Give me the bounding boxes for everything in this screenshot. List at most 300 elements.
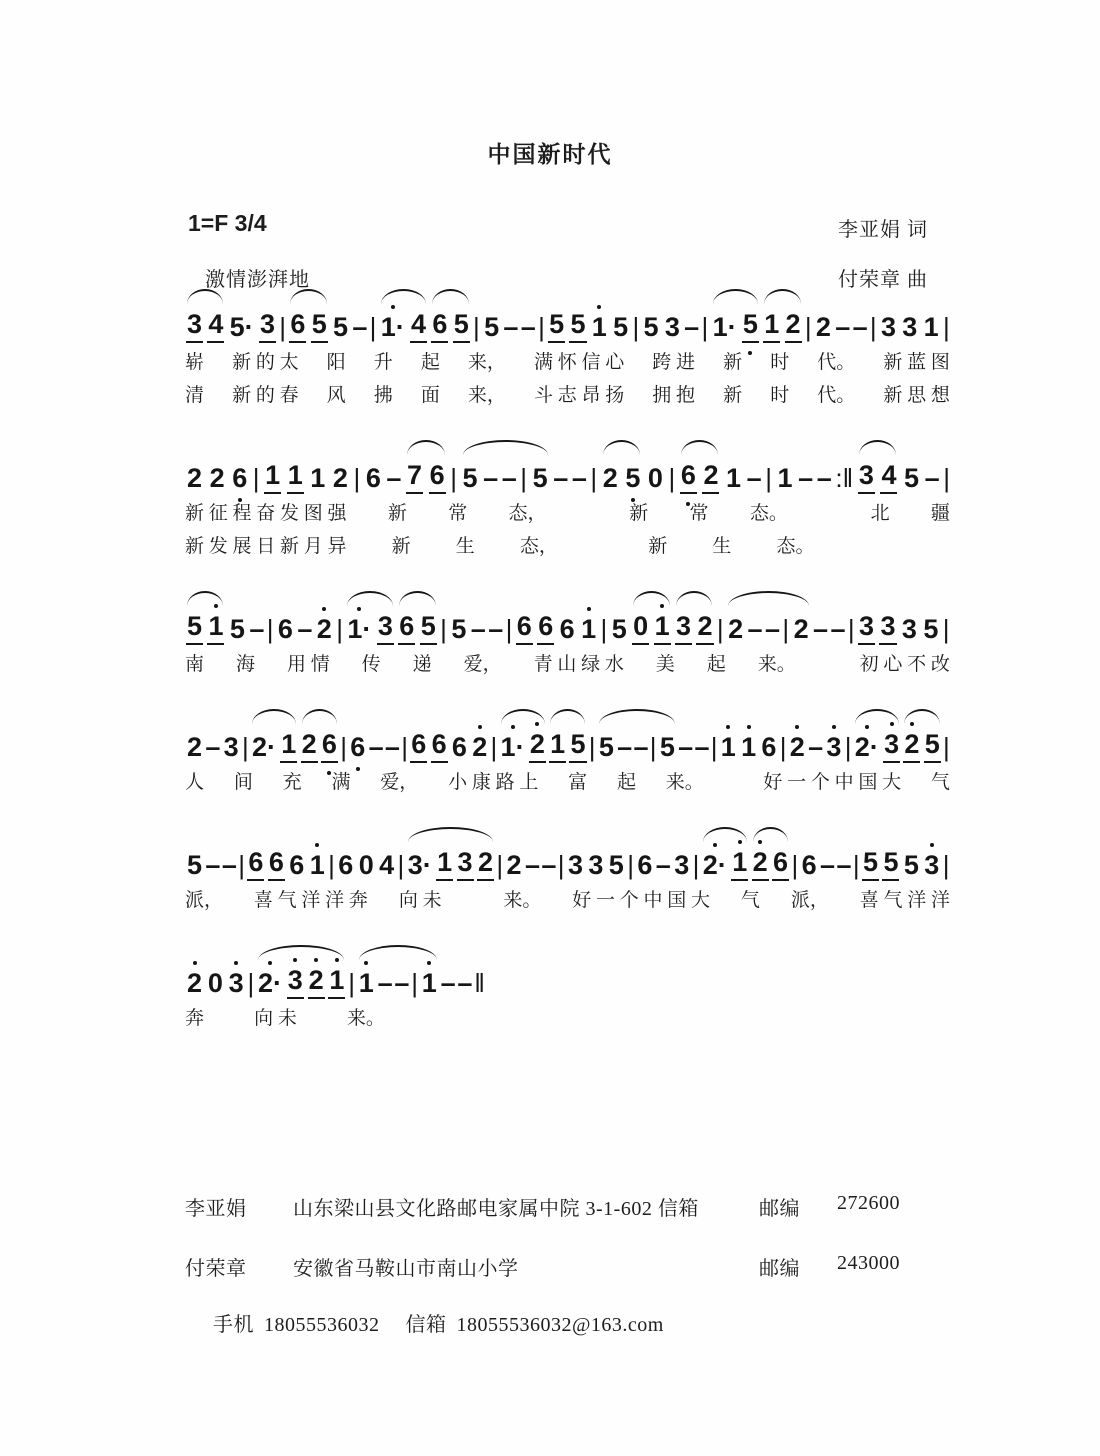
note bbox=[332, 462, 349, 494]
note bbox=[654, 610, 671, 645]
lyric-syllable: 气 bbox=[930, 772, 950, 793]
notation-row bbox=[185, 439, 950, 494]
lyric-syllable: 派， bbox=[185, 890, 224, 911]
note bbox=[532, 462, 549, 494]
note bbox=[858, 459, 875, 494]
note bbox=[772, 846, 789, 881]
slur bbox=[859, 440, 896, 455]
lyric-syllable: 传 bbox=[361, 654, 381, 675]
duration-dash: – bbox=[633, 732, 649, 762]
note-digit: 5 bbox=[742, 308, 759, 343]
lyric-syllable: 拂 bbox=[373, 385, 393, 406]
duration-dash: – bbox=[798, 463, 814, 493]
octave-dot-below bbox=[356, 767, 360, 771]
lyric-syllable: 初 心 不 改 bbox=[859, 654, 950, 675]
barline: | bbox=[401, 732, 408, 762]
lyric-syllable: 来。 bbox=[346, 1008, 385, 1029]
lyric-syllable: 崭 bbox=[185, 352, 205, 373]
note bbox=[398, 610, 415, 645]
music-line bbox=[185, 288, 950, 409]
note-digit: 2 bbox=[187, 732, 203, 762]
duration-dash: – bbox=[297, 614, 313, 644]
lyric-syllable: 生 bbox=[712, 536, 732, 557]
note bbox=[287, 964, 304, 999]
note bbox=[420, 610, 437, 645]
note-digit: 2 bbox=[793, 614, 809, 644]
note-digit: 2 bbox=[728, 614, 744, 644]
note-digit: 4 bbox=[207, 308, 224, 343]
note bbox=[591, 311, 608, 343]
lyric-syllable: 态， bbox=[519, 536, 558, 557]
note bbox=[316, 613, 333, 645]
duration-dash: – bbox=[205, 850, 221, 880]
note-digit: 3 bbox=[186, 308, 203, 343]
lyric-syllable: 向 未 bbox=[254, 1008, 297, 1029]
note bbox=[229, 311, 255, 343]
note-digit: 5 bbox=[451, 614, 467, 644]
barline: | bbox=[328, 850, 335, 880]
duration-dash: – bbox=[394, 968, 410, 998]
note bbox=[287, 459, 304, 494]
note bbox=[377, 610, 394, 645]
barline: | bbox=[266, 614, 274, 644]
phone-email-row bbox=[213, 1308, 674, 1337]
lyric-syllable: 间 bbox=[233, 772, 253, 793]
lyric-syllable: 斗 志 昂 扬 bbox=[533, 385, 625, 406]
note-digit: 3 bbox=[674, 850, 690, 880]
lyric-syllable: 时 bbox=[770, 352, 790, 373]
octave-dot-above bbox=[357, 607, 361, 611]
duration-dash: – bbox=[836, 850, 852, 880]
note-digit: 3 bbox=[883, 728, 900, 763]
zip-code: 272600 bbox=[837, 1192, 900, 1214]
note-digit: 5 bbox=[569, 308, 586, 343]
lyric-syllable: 时 bbox=[770, 385, 790, 406]
note-digit: 7 bbox=[406, 459, 423, 494]
note-digit: 5 bbox=[187, 850, 203, 880]
note bbox=[483, 311, 500, 343]
note-digit: 1 bbox=[777, 463, 793, 493]
note-digit: 6 bbox=[268, 846, 285, 881]
slur bbox=[399, 591, 436, 606]
rest-note bbox=[358, 849, 375, 881]
barline: | bbox=[943, 732, 950, 762]
lyric-syllable: 充 bbox=[282, 772, 302, 793]
duration-dash: – bbox=[852, 312, 868, 342]
barline: | bbox=[649, 732, 657, 762]
note-digit: 6 bbox=[350, 732, 366, 762]
barline: | bbox=[942, 312, 950, 342]
note bbox=[598, 731, 615, 763]
barline: | bbox=[943, 463, 950, 493]
lyric-syllable: 递 bbox=[412, 654, 432, 675]
lyric-syllable: 新 的 春 bbox=[232, 385, 299, 406]
barline: | bbox=[450, 463, 457, 493]
note-digit: 5 bbox=[229, 614, 245, 644]
note bbox=[410, 728, 427, 763]
note bbox=[624, 462, 641, 494]
note-digit: 4 bbox=[410, 308, 427, 343]
lyric-syllable: 新 bbox=[723, 352, 743, 373]
note-digit: 6 bbox=[761, 732, 777, 762]
lyric-syllable: 好 一 个 中 国 大 bbox=[572, 890, 711, 911]
duration-dash: – bbox=[694, 732, 710, 762]
barline: | bbox=[369, 312, 377, 342]
barline: | bbox=[353, 463, 361, 493]
octave-dot-above bbox=[268, 961, 272, 965]
note bbox=[186, 610, 203, 645]
note bbox=[559, 613, 576, 645]
lyric-syllable: 起 bbox=[616, 772, 636, 793]
key-signature: 1=F 3/4 bbox=[188, 210, 267, 236]
note bbox=[862, 846, 879, 881]
note-digit: 3 bbox=[826, 732, 842, 762]
slur bbox=[187, 591, 223, 606]
note-digit: 3 bbox=[457, 846, 474, 881]
note-digit: 3 bbox=[588, 850, 604, 880]
composer-contact-row bbox=[185, 1252, 957, 1281]
barline: | bbox=[279, 312, 287, 342]
note-digit: 6 bbox=[431, 728, 448, 763]
note bbox=[567, 849, 584, 881]
lyric-syllable: 富 bbox=[568, 772, 588, 793]
note bbox=[702, 459, 719, 494]
note-digit: 6 bbox=[232, 463, 248, 493]
duration-dash: – bbox=[520, 312, 536, 342]
note-digit: 3 bbox=[901, 614, 917, 644]
octave-dot-above bbox=[795, 725, 799, 729]
note bbox=[854, 731, 880, 763]
note bbox=[673, 849, 690, 881]
note-digit: 1· bbox=[500, 732, 525, 762]
note bbox=[462, 462, 479, 494]
lyric-syllable: 新 思 想 bbox=[883, 385, 950, 406]
note-digit: 1 bbox=[741, 732, 757, 762]
note-digit: 2· bbox=[251, 732, 276, 762]
final-barline: ‖ bbox=[474, 968, 485, 998]
notation-row bbox=[185, 288, 950, 343]
note-digit: 3 bbox=[858, 459, 875, 494]
barline: | bbox=[668, 463, 676, 493]
lyric-syllable: 常 bbox=[689, 503, 709, 524]
note-digit: 6 bbox=[431, 308, 448, 343]
note-digit: 1 bbox=[720, 732, 736, 762]
phone-label: 手机 bbox=[213, 1314, 254, 1336]
rest-note bbox=[207, 967, 224, 999]
slur bbox=[550, 709, 585, 724]
note-digit: 5· bbox=[229, 312, 254, 342]
barline: | bbox=[627, 850, 634, 880]
lyric-syllable: 来， bbox=[467, 385, 506, 406]
lyric-row bbox=[185, 533, 950, 560]
note-digit: 2 bbox=[316, 614, 332, 644]
note-digit: 1 bbox=[309, 850, 325, 880]
note-digit: 5 bbox=[625, 463, 641, 493]
duration-dash: – bbox=[820, 850, 836, 880]
lyric-syllable: 跨 进 bbox=[652, 352, 696, 373]
barline: | bbox=[847, 614, 855, 644]
lyric-syllable: 新 bbox=[391, 536, 411, 557]
note-digit: 2 bbox=[187, 968, 203, 998]
duration-dash: – bbox=[553, 463, 569, 493]
barline: | bbox=[692, 850, 700, 880]
slur bbox=[633, 591, 670, 606]
lyric-syllable: 喜 气 洋 洋 奔 bbox=[253, 890, 368, 911]
duration-dash: – bbox=[524, 850, 540, 880]
barline: | bbox=[779, 732, 787, 762]
note-digit: 1 bbox=[287, 459, 304, 494]
note-digit: 5 bbox=[923, 614, 939, 644]
note-digit: 6 bbox=[559, 614, 575, 644]
note-digit: 6 bbox=[537, 610, 554, 645]
note-digit: 2 bbox=[903, 728, 920, 763]
note-digit: 6 bbox=[410, 728, 427, 763]
note-digit: 1 bbox=[358, 968, 374, 998]
lyric-syllable: 新 蓝 图 bbox=[883, 352, 950, 373]
note bbox=[457, 846, 474, 881]
music-line bbox=[185, 708, 950, 796]
note-digit: 5 bbox=[611, 614, 627, 644]
lyric-syllable: 满 怀 信 心 bbox=[533, 352, 625, 373]
note-digit: 6 bbox=[398, 610, 415, 645]
note-digit: 4 bbox=[379, 850, 395, 880]
note bbox=[602, 462, 619, 494]
note-digit: 3 bbox=[377, 610, 394, 645]
note-digit: 3 bbox=[675, 610, 692, 645]
score-notation bbox=[185, 288, 950, 1062]
slur bbox=[681, 440, 718, 455]
note bbox=[311, 308, 328, 343]
email-address: 18055536032@163.com bbox=[456, 1314, 664, 1336]
note-digit: 5 bbox=[420, 610, 437, 645]
lyric-syllable: 来。 bbox=[503, 890, 542, 911]
lyric-syllable: 代。 bbox=[817, 352, 856, 373]
note bbox=[696, 610, 713, 645]
lyric-syllable: 态。 bbox=[749, 503, 788, 524]
lyric-syllable: 新 的 太 bbox=[232, 352, 299, 373]
note bbox=[186, 967, 203, 999]
note-digit: 5 bbox=[903, 850, 919, 880]
note bbox=[825, 731, 842, 763]
barline: | bbox=[782, 614, 790, 644]
lyricist-credit: 李亚娟 词 bbox=[838, 219, 928, 241]
barline: | bbox=[710, 732, 718, 762]
slur bbox=[728, 591, 809, 606]
lyric-syllable: 风 bbox=[326, 385, 346, 406]
slur bbox=[347, 591, 393, 606]
duration-dash: – bbox=[678, 732, 694, 762]
note bbox=[207, 308, 224, 343]
note bbox=[727, 613, 744, 645]
note bbox=[731, 846, 748, 881]
note-digit: 1 bbox=[436, 846, 453, 881]
note-digit: 0 bbox=[632, 610, 649, 645]
email-label: 信箱 bbox=[405, 1314, 447, 1336]
note bbox=[643, 311, 660, 343]
duration-dash: – bbox=[541, 850, 557, 880]
duration-dash: – bbox=[386, 463, 402, 493]
note bbox=[186, 308, 203, 343]
barline: | bbox=[942, 850, 950, 880]
octave-dot-above bbox=[478, 725, 482, 729]
note-digit: 2· bbox=[702, 850, 727, 880]
note-digit: 6 bbox=[365, 463, 381, 493]
note bbox=[529, 728, 546, 763]
note bbox=[186, 462, 203, 494]
note-digit: 3 bbox=[879, 610, 896, 645]
note bbox=[247, 846, 264, 881]
note-digit: 5 bbox=[643, 312, 659, 342]
note-digit: 3 bbox=[228, 968, 244, 998]
note bbox=[259, 308, 276, 343]
composer-zip bbox=[759, 1252, 957, 1281]
slur bbox=[463, 440, 548, 455]
octave-dot-above bbox=[713, 843, 717, 847]
lyric-syllable: 升 bbox=[373, 352, 393, 373]
note bbox=[365, 462, 382, 494]
duration-dash: – bbox=[808, 732, 824, 762]
note bbox=[569, 308, 586, 343]
note-digit: 5 bbox=[598, 732, 614, 762]
note bbox=[471, 731, 488, 763]
lyric-syllable: 喜 气 洋 洋 bbox=[859, 890, 950, 911]
lyricist-contact-row bbox=[185, 1192, 957, 1221]
note-digit: 1 bbox=[923, 312, 939, 342]
octave-dot-above bbox=[234, 961, 238, 965]
octave-dot-above bbox=[930, 843, 934, 847]
note bbox=[223, 731, 240, 763]
barline: | bbox=[247, 968, 255, 998]
note-digit: 3 bbox=[924, 850, 940, 880]
lyric-syllable: 态， bbox=[508, 503, 547, 524]
note-digit: 5 bbox=[608, 850, 624, 880]
note-digit: 1 bbox=[726, 463, 742, 493]
slur bbox=[407, 440, 445, 455]
barline: | bbox=[496, 850, 504, 880]
note-digit: 6 bbox=[451, 732, 467, 762]
note bbox=[309, 462, 326, 494]
duration-dash: – bbox=[377, 968, 393, 998]
note bbox=[451, 731, 468, 763]
note bbox=[587, 849, 604, 881]
barline: | bbox=[348, 968, 355, 998]
lyric-syllable: 南 bbox=[185, 654, 205, 675]
note-digit: 5 bbox=[904, 463, 920, 493]
note bbox=[308, 964, 325, 999]
note-digit: 5 bbox=[882, 846, 899, 881]
note bbox=[636, 849, 653, 881]
octave-dot-above bbox=[597, 305, 601, 309]
barline: | bbox=[411, 968, 418, 998]
barline: | bbox=[340, 732, 347, 762]
note bbox=[321, 728, 338, 763]
note bbox=[659, 731, 676, 763]
note-digit: 1· bbox=[712, 312, 737, 342]
barline: | bbox=[716, 614, 724, 644]
barline: | bbox=[791, 850, 799, 880]
octave-dot-above bbox=[832, 725, 836, 729]
note bbox=[421, 967, 438, 999]
slur bbox=[855, 709, 899, 724]
note-digit: 5 bbox=[532, 463, 548, 493]
note bbox=[328, 964, 345, 999]
tempo-expression: 激情澎湃地 bbox=[205, 269, 310, 291]
duration-dash: – bbox=[503, 312, 519, 342]
lyric-syllable: 起 bbox=[706, 654, 726, 675]
note-digit: 6 bbox=[516, 610, 533, 645]
note-digit: 2· bbox=[854, 732, 879, 762]
note-digit: 6 bbox=[338, 850, 354, 880]
lyric-row bbox=[185, 1005, 485, 1032]
note bbox=[725, 462, 742, 494]
note-digit: 3 bbox=[259, 308, 276, 343]
barline: | bbox=[557, 850, 565, 880]
note bbox=[903, 849, 920, 881]
slur bbox=[302, 709, 337, 724]
note bbox=[569, 728, 586, 763]
note-digit: 2 bbox=[472, 732, 488, 762]
duration-dash: – bbox=[684, 312, 700, 342]
note bbox=[500, 731, 526, 763]
note-digit: 6 bbox=[637, 850, 653, 880]
note-digit: 1 bbox=[654, 610, 671, 645]
barline: | bbox=[765, 463, 772, 493]
lyric-row bbox=[185, 769, 950, 796]
duration-dash: – bbox=[830, 614, 846, 644]
lyric-syllable: 人 bbox=[185, 772, 205, 793]
note bbox=[785, 308, 802, 343]
composer-credit: 付荣章 曲 bbox=[838, 269, 928, 291]
note bbox=[337, 849, 354, 881]
barline: | bbox=[397, 850, 405, 880]
slur bbox=[603, 440, 640, 455]
music-line bbox=[185, 944, 485, 1032]
duration-dash: – bbox=[457, 968, 473, 998]
note-digit: 2 bbox=[308, 964, 325, 999]
note-digit: 1 bbox=[328, 964, 345, 999]
slur bbox=[359, 945, 437, 960]
lyric-syllable: 小 康 路 上 bbox=[448, 772, 539, 793]
note bbox=[580, 613, 597, 645]
barline: | bbox=[942, 614, 950, 644]
duration-dash: – bbox=[816, 463, 832, 493]
lyric-syllable: 海 bbox=[235, 654, 255, 675]
note bbox=[879, 610, 896, 645]
note-digit: 0 bbox=[358, 850, 374, 880]
duration-dash: – bbox=[352, 312, 368, 342]
lyric-syllable: 气 bbox=[740, 890, 760, 911]
note bbox=[431, 308, 448, 343]
note-digit: 6 bbox=[772, 846, 789, 881]
note bbox=[880, 459, 897, 494]
note-digit: 1 bbox=[421, 968, 437, 998]
composer-name: 付荣章 bbox=[185, 1258, 247, 1280]
note-digit: 5 bbox=[862, 846, 879, 881]
note bbox=[477, 846, 494, 881]
slur bbox=[258, 945, 344, 960]
octave-dot-below bbox=[631, 498, 635, 502]
octave-dot-above bbox=[315, 843, 319, 847]
octave-dot-above bbox=[865, 725, 869, 729]
note bbox=[664, 311, 681, 343]
lyric-syllable: 新 征 程 奋 发 图 强 bbox=[185, 503, 347, 524]
note-digit: 5 bbox=[924, 728, 941, 763]
note-digit: 6 bbox=[321, 728, 338, 763]
lyric-row bbox=[185, 500, 950, 527]
note bbox=[410, 308, 427, 343]
note bbox=[301, 728, 318, 763]
note bbox=[453, 308, 470, 343]
